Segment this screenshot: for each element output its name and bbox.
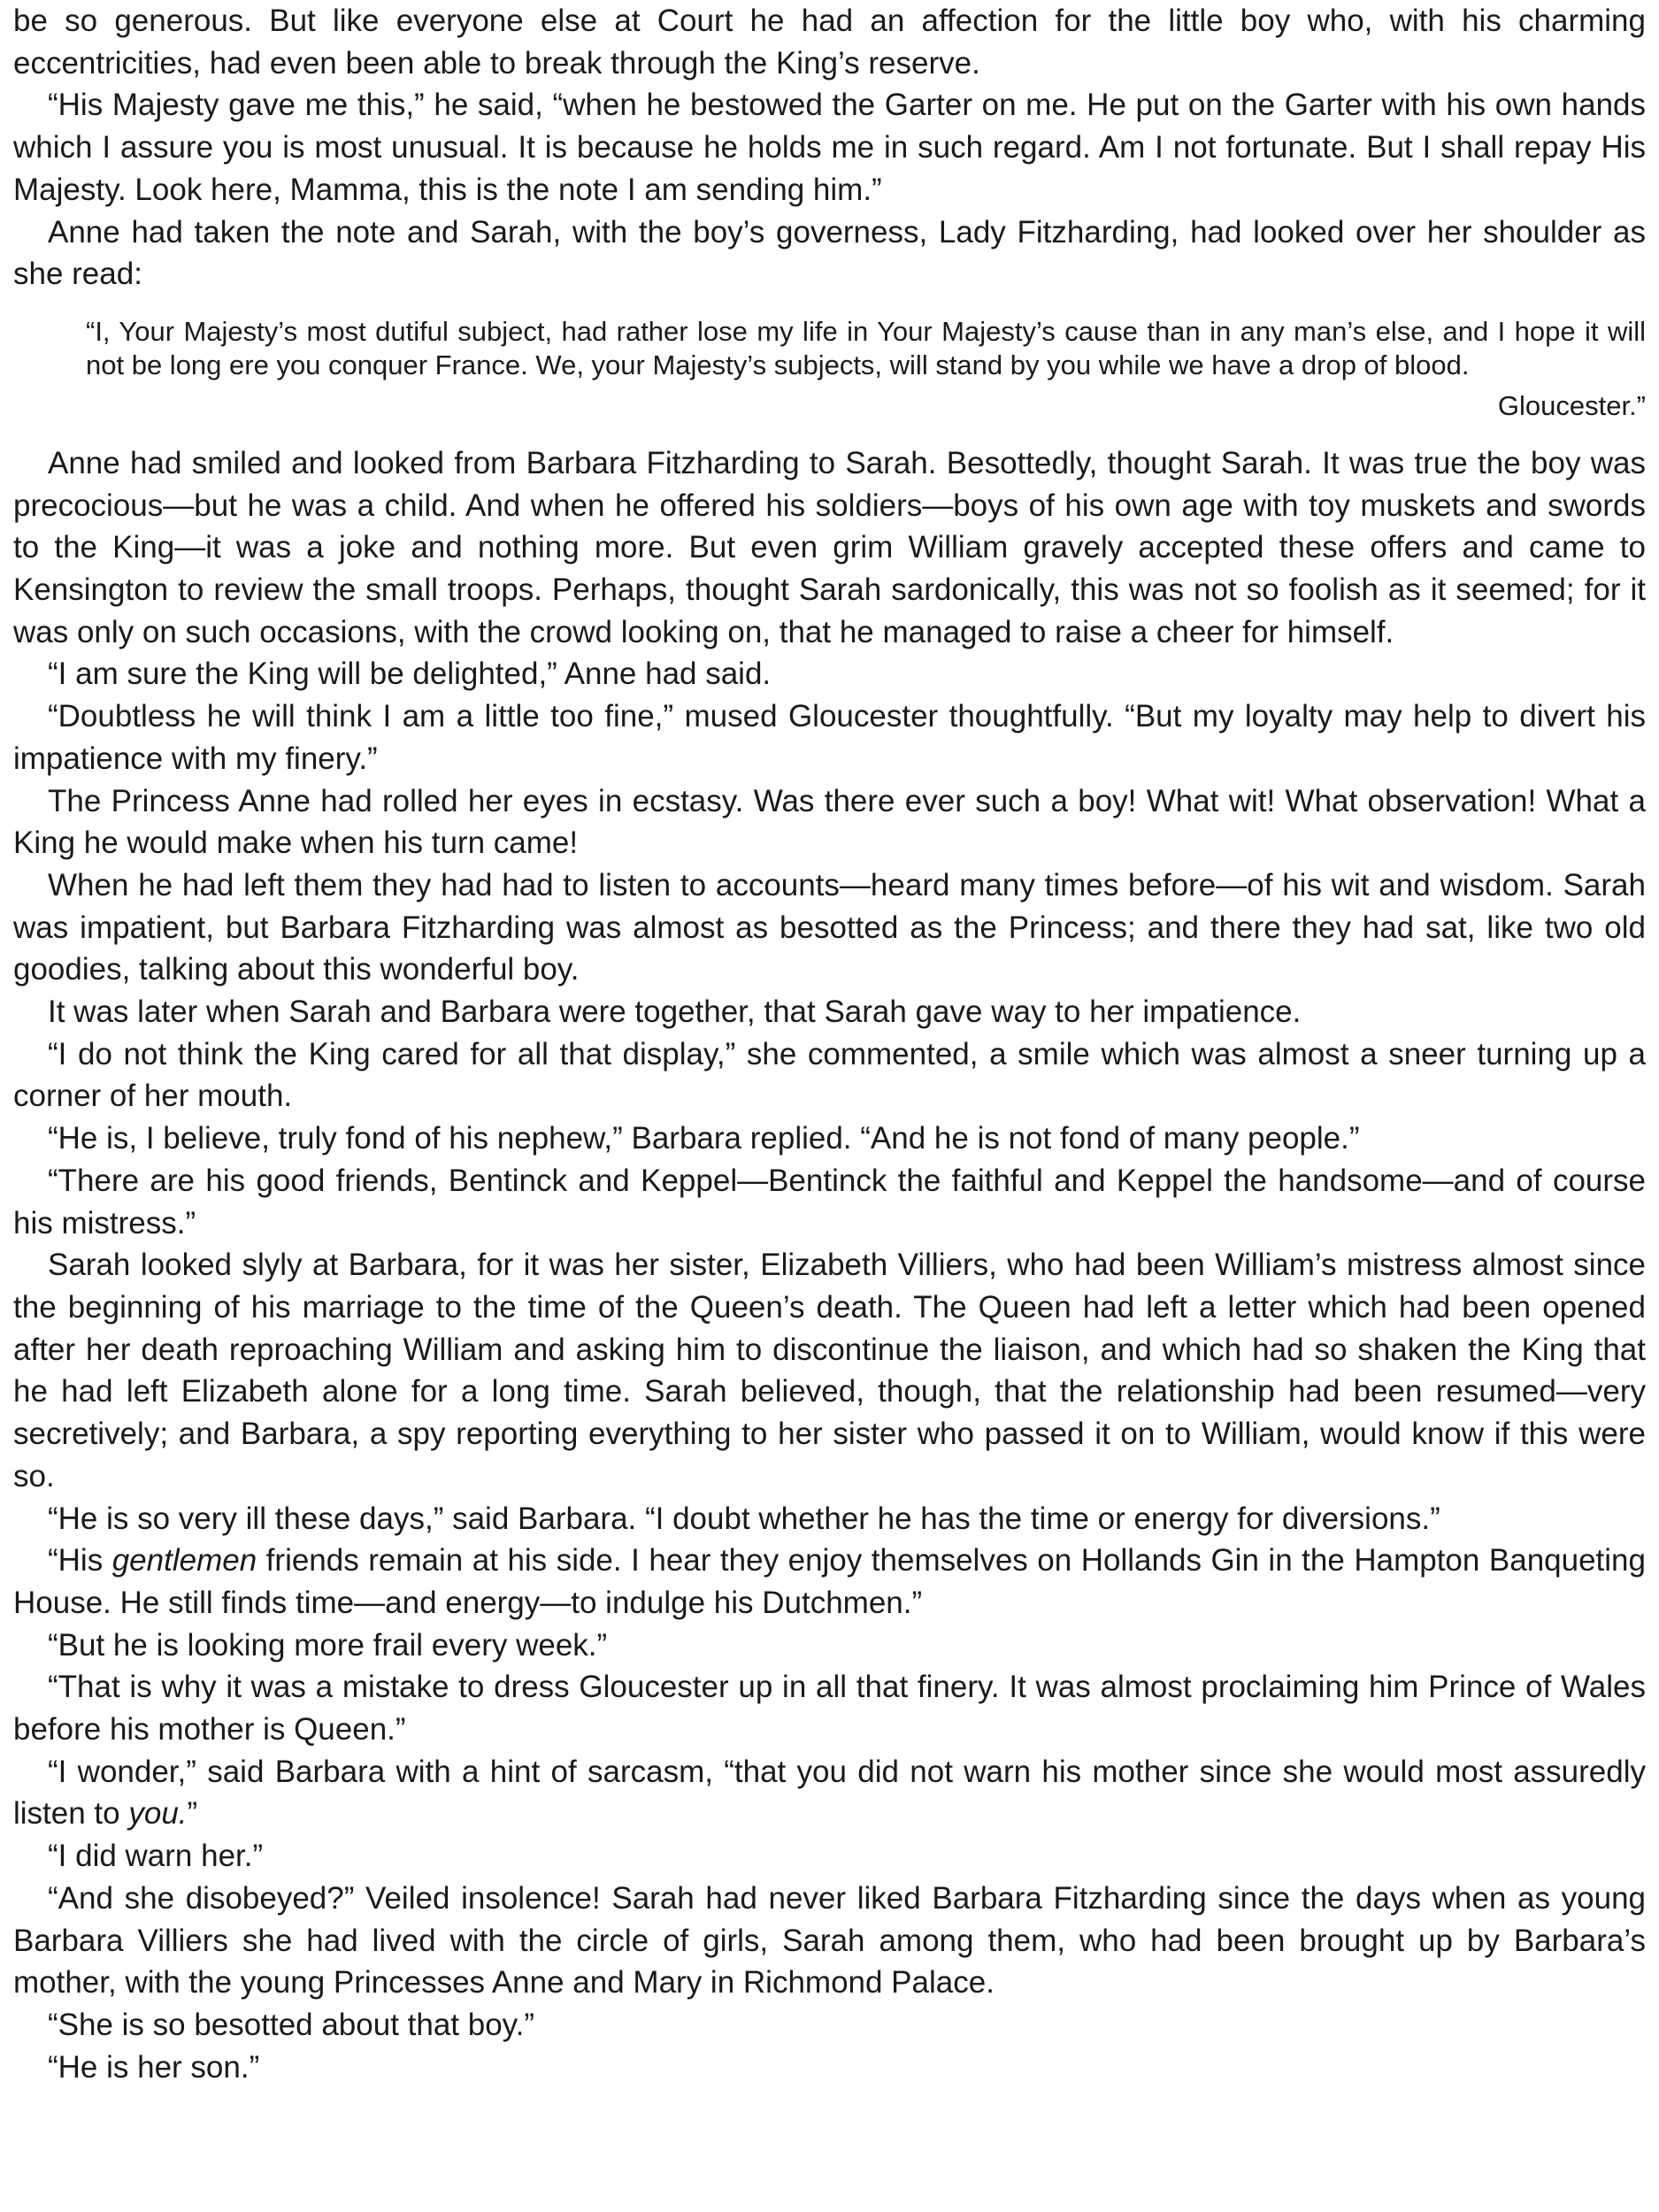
paragraph: “I do not think the King cared for all that display,” she commented, a smile which was almost a sneer turning up a corner of her mouth.	[13, 1036, 1646, 1114]
paragraph: It was later when Sarah and Barbara were together, that Sarah gave way to her impatience.	[48, 995, 1302, 1030]
paragraph: “He is her son.”	[48, 2049, 260, 2085]
paragraph: “But he is looking more frail every week.”	[48, 1627, 608, 1663]
paragraph: be so generous. But like everyone else at Court he had an affection for the little boy who, with his charming eccentricities, had even been able to break through the King’s reserve.	[13, 4, 1646, 81]
emphasis-text: you.	[128, 1796, 188, 1832]
paragraph: “I am sure the King will be delighted,” Anne had said.	[48, 657, 772, 692]
book-page	[13, 0, 1646, 2088]
paragraph: When he had left them they had had to listen to accounts—heard many times before—of his wit and wisdom. Sarah was impatient, but Barbara Fitzharding was almost as besotted as the Princess; and there they had sat, like two old goodies, talking about this wonderful boy.	[13, 867, 1646, 987]
block-quote	[86, 315, 1646, 423]
paragraph: Anne had smiled and looked from Barbara Fitzharding to Sarah. Besottedly, thought Sarah. It was true the boy was precocious—but he was a child. And when he offered his soldiers—boys of his own age with toy muskets and swords to the King—it was a joke and nothing more. But even grim William gravely accepted these offers and came to Kensington to review the small troops. Perhaps, thought Sarah sardonically, this was not so foolish as it seemed; for it was only on such occasions, with the crowd looking on, that he managed to raise a cheer for himself.	[13, 445, 1646, 649]
paragraph: “There are his good friends, Bentinck and Keppel—Bentinck the faithful and Keppel the handsome—and of course his mistress.”	[13, 1163, 1646, 1240]
quote-signature: Gloucester.”	[1497, 389, 1646, 421]
paragraph: “His Majesty gave me this,” he said, “when he bestowed the Garter on me. He put on the Garter with his own hands which I assure you is most unusual. It is because he holds me in such regard. Am I not fortunate. But I shall repay His Majesty. Look here, Mamma, this is the note I am sending him.”	[13, 88, 1646, 207]
paragraph: “I did warn her.”	[48, 1839, 264, 1874]
paragraph-with-emphasis	[13, 1540, 1646, 1624]
paragraph: The Princess Anne had rolled her eyes in ecstasy. Was there ever such a boy! What wit! What observation! What a King he would make when his turn came!	[13, 783, 1646, 861]
paragraph: “He is so very ill these days,” said Barbara. “I doubt whether he has the time or energy for diversions.”	[48, 1501, 1440, 1536]
quote-text: “I, Your Majesty’s most dutiful subject, had rather lose my life in Your Majesty’s cause than in any man’s else, and I hope it will not be long ere you conquer France. We, your Majesty’s subjects, will stand by you while we have a drop of blood.	[86, 315, 1646, 380]
paragraph: “And she disobeyed?” Veiled insolence! Sarah had never liked Barbara Fitzharding since the days when as young Barbara Villiers she had lived with the circle of girls, Sarah among them, who had been brought up by Barbara’s mother, with the young Princesses Anne and Mary in Richmond Palace.	[13, 1880, 1646, 2001]
paragraph-with-emphasis	[13, 1751, 1646, 1835]
paragraph: “That is why it was a mistake to dress Gloucester up in all that finery. It was almost proclaiming him Prince of Wales before his mother is Queen.”	[13, 1670, 1646, 1747]
text-run: friends remain at his side. I hear they enjoy themselves on Hollands Gin in the Hampton Banqueting House. He still finds time—and energy—to indulge his Dutchmen.”	[13, 1543, 1646, 1620]
emphasis-text: gentlemen	[111, 1543, 257, 1578]
paragraph: “Doubtless he will think I am a little too fine,” mused Gloucester thoughtfully. “But my loyalty may help to divert his impatience with my finery.”	[13, 699, 1646, 776]
paragraph: “He is, I believe, truly fond of his nephew,” Barbara replied. “And he is not fond of many people.”	[48, 1121, 1360, 1156]
paragraph: “She is so besotted about that boy.”	[48, 2007, 534, 2042]
text-run: “I wonder,” said Barbara with a hint of sarcasm, “that you did not warn his mother since she would most assuredly listen to	[13, 1754, 1646, 1832]
paragraph: Sarah looked slyly at Barbara, for it was her sister, Elizabeth Villiers, who had been William’s mistress almost since the beginning of his marriage to the time of the Queen’s death. The Queen had left a letter which had been opened after her death reproaching William and asking him to discontinue the liaison, and which had so shaken the King that he had left Elizabeth alone for a long time. Sarah believed, though, that the relationship had been resumed—very secretively; and Barbara, a spy reporting everything to her sister who passed it on to William, would know if this were so.	[13, 1248, 1646, 1494]
text-run: “His	[48, 1543, 112, 1578]
text-run: ”	[187, 1796, 198, 1832]
paragraph: Anne had taken the note and Sarah, with the boy’s governess, Lady Fitzharding, had looked over her shoulder as she read:	[13, 214, 1646, 292]
